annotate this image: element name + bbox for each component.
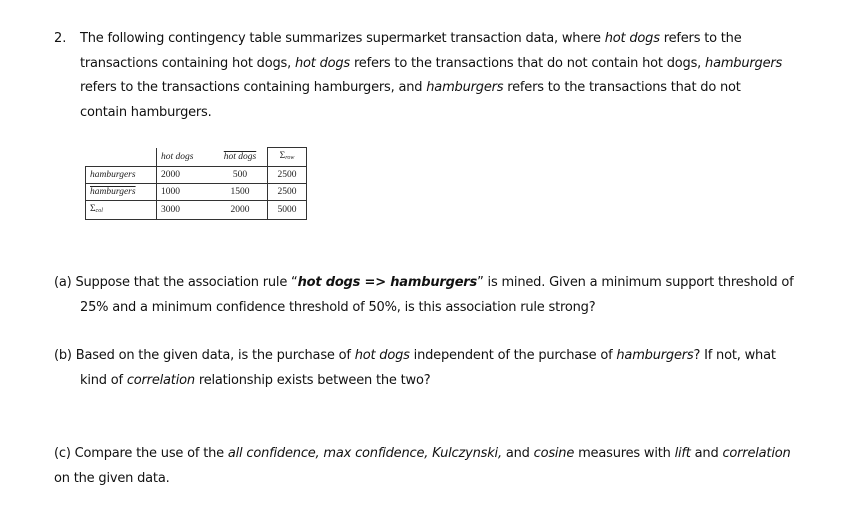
table-row bbox=[86, 167, 307, 184]
col-header-sum-row: Σrow bbox=[268, 148, 307, 167]
part-c-line-1: (c) Compare the use of the all confidence, max confidence, Kulczynski, and cosine measures with lift and correlation bbox=[54, 446, 791, 461]
col-header-not-hot-dogs: hot dogs bbox=[213, 148, 268, 167]
table-cell: 1500 bbox=[213, 184, 268, 201]
question-number: 2. bbox=[54, 31, 67, 46]
part-a bbox=[54, 271, 794, 320]
row-header-hamburgers: hamburgers bbox=[86, 167, 157, 184]
table-cell: 2500 bbox=[268, 167, 307, 184]
contingency-table bbox=[85, 147, 307, 220]
table-corner bbox=[86, 148, 157, 167]
table-cell: 2500 bbox=[268, 184, 307, 201]
table-cell: 500 bbox=[213, 167, 268, 184]
intro-line-4: contain hamburgers. bbox=[80, 104, 212, 120]
part-a-line-2: 25% and a minimum confidence threshold of 50%, is this association rule strong? bbox=[80, 299, 596, 315]
intro-line-2: transactions containing hot dogs, hot dogs refers to the transactions that do not contain hot dogs, hamburgers bbox=[80, 55, 783, 71]
intro-line-3: refers to the transactions containing hamburgers, and hamburgers refers to the transactions that do not bbox=[80, 80, 741, 95]
table-cell: 2000 bbox=[213, 201, 268, 220]
table-cell: 1000 bbox=[157, 184, 214, 201]
part-c-line-2: on the given data. bbox=[54, 470, 170, 486]
intro-line-1: The following contingency table summarizes supermarket transaction data, where hot dogs refers to the bbox=[80, 31, 742, 46]
row-header-not-hamburgers: hamburgers bbox=[86, 184, 157, 201]
part-a-line-1: (a) Suppose that the association rule “hot dogs => hamburgers” is mined. Given a minimum support threshold of bbox=[54, 275, 794, 290]
table-cell: 2000 bbox=[157, 167, 214, 184]
col-header-hot-dogs: hot dogs bbox=[157, 148, 214, 167]
part-c bbox=[54, 442, 791, 491]
question-intro bbox=[80, 27, 782, 125]
table-row bbox=[86, 201, 307, 220]
table-cell: 5000 bbox=[268, 201, 307, 220]
part-b-line-2: kind of correlation relationship exists between the two? bbox=[80, 372, 431, 388]
table-header-row bbox=[86, 148, 307, 167]
part-b bbox=[54, 344, 776, 393]
row-header-sum-col: Σcol bbox=[86, 201, 157, 220]
table-row bbox=[86, 184, 307, 201]
part-b-line-1: (b) Based on the given data, is the purchase of hot dogs independent of the purchase of hamburgers? If not, what bbox=[54, 348, 776, 363]
table-cell: 3000 bbox=[157, 201, 214, 220]
